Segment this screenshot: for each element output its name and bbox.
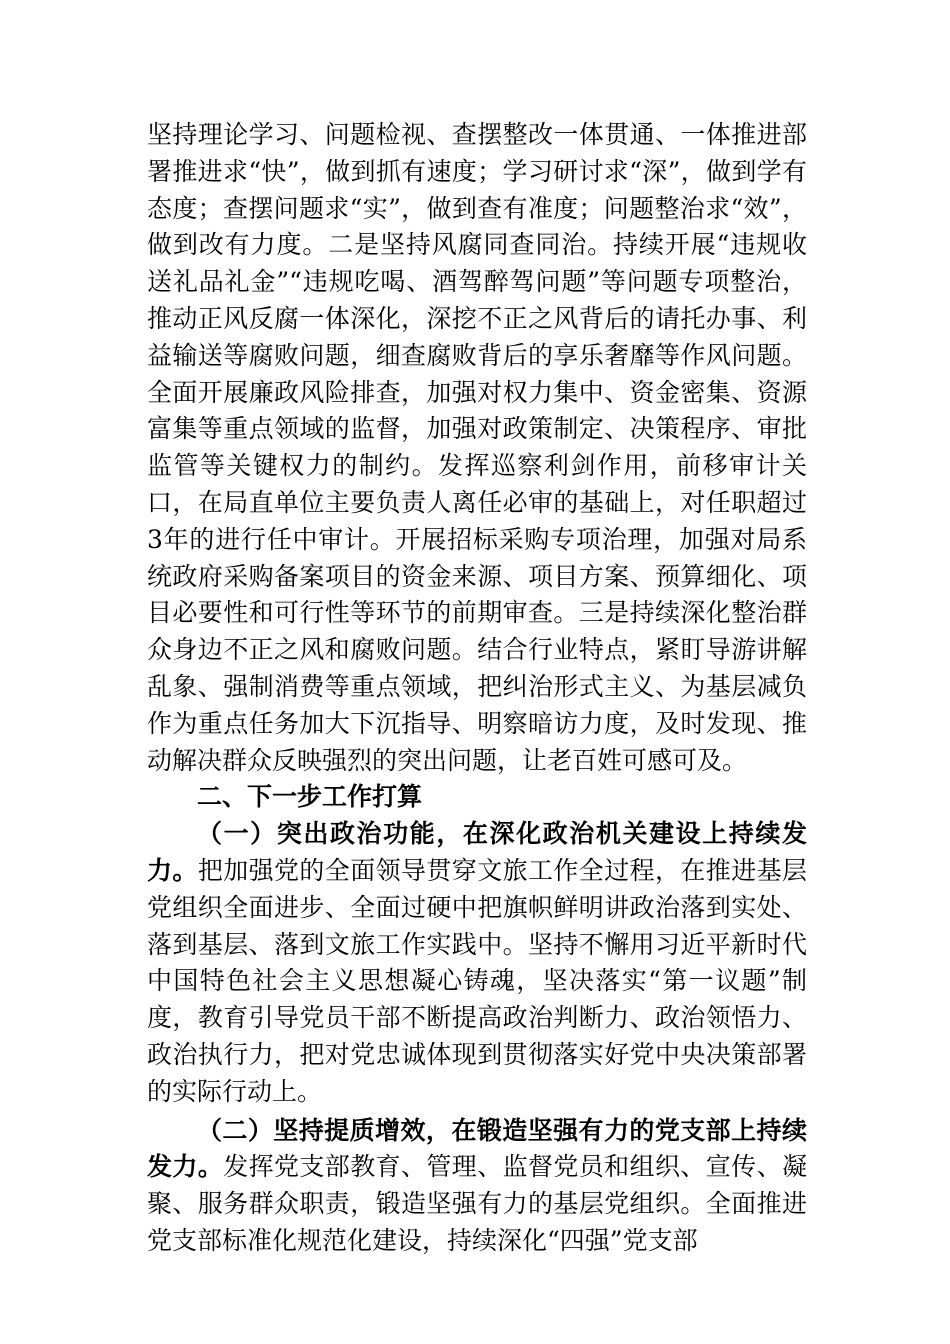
body-paragraph-2 xyxy=(147,816,807,1110)
section-heading: 二、下一步工作打算 xyxy=(197,782,423,812)
body-paragraph-1: 坚持理论学习、问题检视、查摆整改一体贯通、一体推进部署推进求“快”，做到抓有速度；学习研讨求“深”，做到学有态度；查摆问题求“实”，做到查有准度；问题整治求“效”，做到改有力度。二是坚持风腐同查同治。持续开展“违规收送礼品礼金”“违规吃喝、酒驾醉驾问题”等问题专项整治，推动正风反腐一体深化，深挖不正之风背后的请托办事、利益输送等腐败问题，细查腐败背后的享乐奢靡等作风问题。全面开展廉政风险排查，加强对权力集中、资金密集、资源富集等重点领域的监督，加强对政策制定、决策程序、审批监管等关键权力的制约。发挥巡察利剑作用，前移审计关口，在局直单位主要负责人离任必审的基础上，对任职超过3年的进行任中审计。开展招标采购专项治理，加强对局系统政府采购备案项目的资金来源、项目方案、预算细化、项目必要性和可行性等环节的前期审查。三是持续深化整治群众身边不正之风和腐败问题。结合行业特点，紧盯导游讲解乱象、强制消费等重点领域，把纠治形式主义、为基层减负作为重点任务加大下沉指导、明察暗访力度，及时发现、推动解决群众反映强烈的突出问题，让老百姓可感可及。 xyxy=(147,120,807,775)
body-paragraph-3 xyxy=(147,1113,807,1260)
subsection-lead-1: （一）突出政治功能，在深化政治机关建设上持续发力。 xyxy=(147,819,807,885)
subsection-lead-2: （二）坚持提质增效，在锻造坚强有力的党支部上持续发力。 xyxy=(147,1115,807,1182)
subsection-body-1: 把加强党的全面领导贯穿文旅工作全过程，在推进基层党组织全面进步、全面过硬中把旗帜鲜明讲政治落到实处、落到基层、落到文旅工作实践中。坚持不懈用习近平新时代中国特色社会主义思想凝心铸魂，坚决落实“第一议题”制度，教育引导党员干部不断提高政治判断力、政治领悟力、政治执行力，把对党忠诚体现到贯彻落实好党中央决策部署的实际行动上。 xyxy=(147,855,807,1106)
subsection-body-2: 发挥党支部教育、管理、监督党员和组织、宣传、凝聚、服务群众职责，锻造坚强有力的基层党组织。全面推进党支部标准化规范化建设，持续深化“四强”党支部 xyxy=(147,1152,807,1255)
document-page xyxy=(147,117,807,1260)
